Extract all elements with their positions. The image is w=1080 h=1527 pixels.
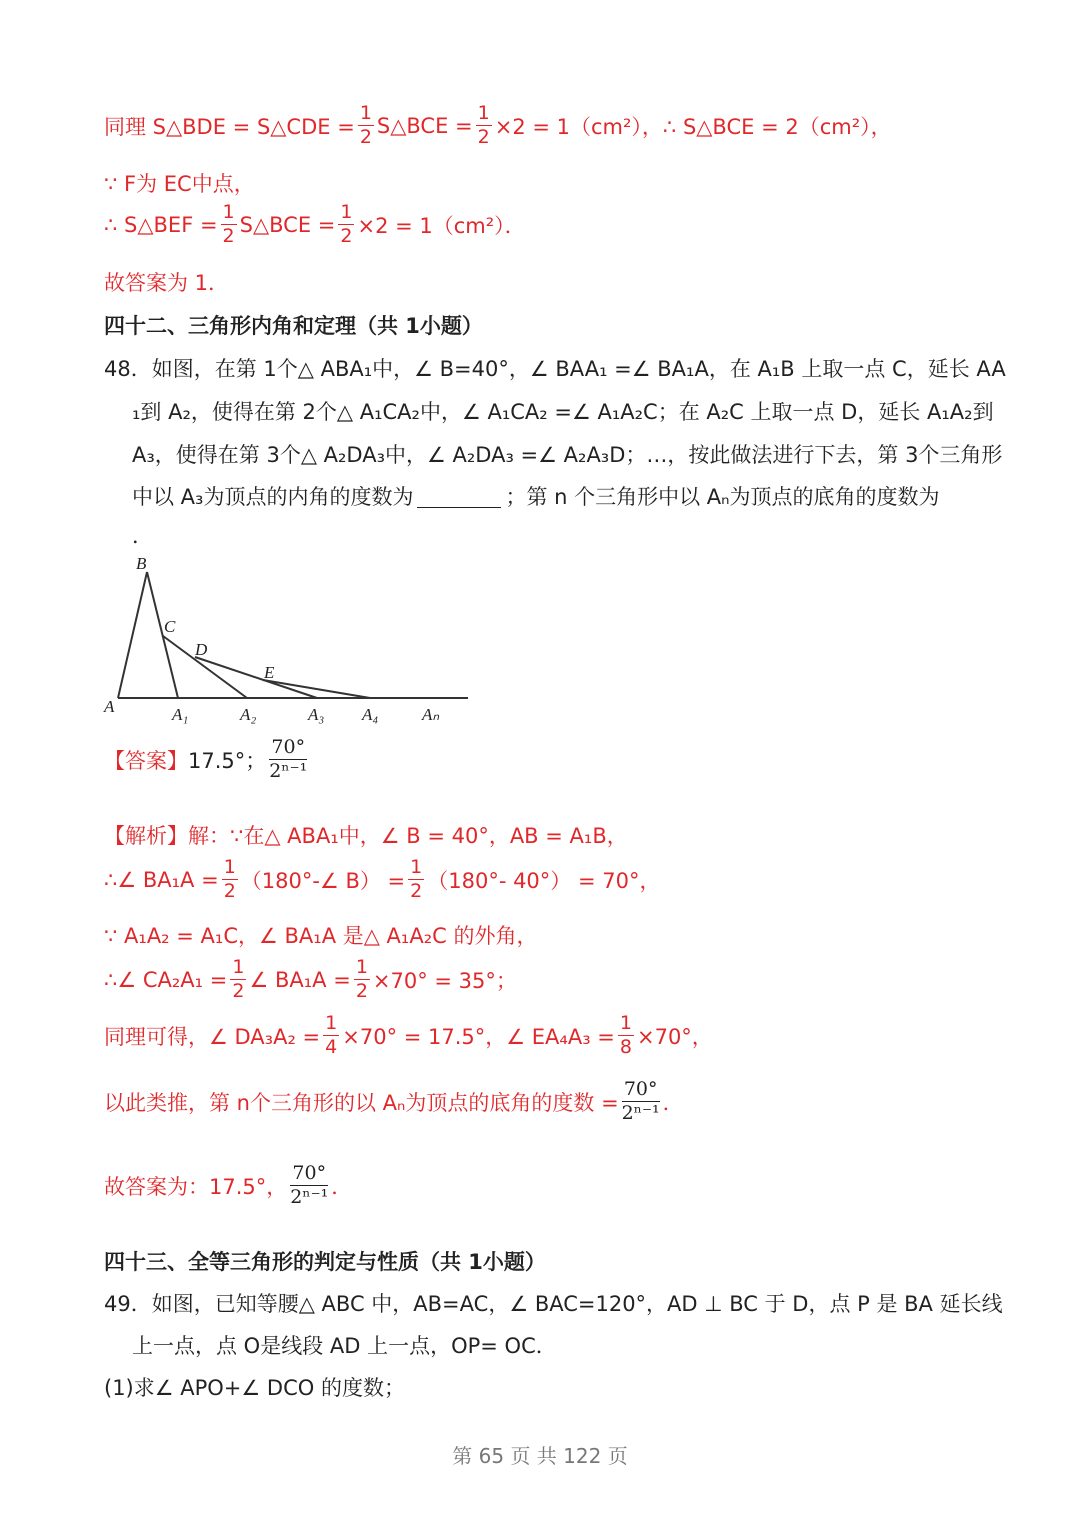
segment-DA3 bbox=[195, 657, 317, 698]
sol47-text: 同理 S△BDE = S△CDE = bbox=[104, 114, 355, 139]
section-42-title: 四十二、三角形内角和定理（共 1小题） bbox=[104, 314, 483, 338]
answer-blank bbox=[417, 485, 501, 508]
fraction-half: $\frac{1}{2}$ bbox=[359, 102, 372, 148]
analysis-text: （180°-∠ B） = bbox=[240, 868, 406, 893]
analysis-text: ∴∠ CA₂A₁ = bbox=[104, 967, 228, 992]
label-A: A bbox=[104, 697, 115, 716]
label-A1: A₁ bbox=[172, 705, 189, 724]
fraction-half: $\frac{1}{2}$ bbox=[340, 201, 353, 247]
page-footer: 第 65 页 共 122 页 bbox=[452, 1444, 628, 1468]
sol47-text: S△BCE = bbox=[239, 212, 336, 237]
sol47-text: ∴ S△BEF = bbox=[104, 212, 218, 237]
answer-label: 【答案】 bbox=[104, 748, 188, 773]
label-D: D bbox=[195, 640, 208, 659]
analysis-text: ∴∠ BA₁A = bbox=[104, 867, 219, 892]
sol47-text: S△BCE = bbox=[376, 113, 473, 138]
q48-text: 中以 A₃为顶点的内角的度数为 bbox=[132, 485, 414, 509]
analysis-line1 bbox=[104, 820, 628, 850]
fraction-quarter: $\frac{1}{4}$ bbox=[325, 1012, 338, 1058]
analysis-text: ×70° = 35°； bbox=[372, 968, 517, 993]
label-E: E bbox=[264, 663, 275, 682]
analysis-line7 bbox=[104, 1164, 352, 1207]
analysis-text: ×70° = 17.5°，∠ EA₄A₃ = bbox=[342, 1024, 615, 1049]
analysis-text: 故答案为：17.5°， bbox=[104, 1174, 288, 1199]
segment-AB bbox=[118, 572, 147, 698]
analysis-text: ． bbox=[331, 1174, 353, 1199]
label-An: Aₙ bbox=[422, 705, 440, 724]
q48-line2: ₁到 A₂，使得在第 2个△ A₁CA₂中，∠ A₁CA₂ =∠ A₁A₂C；在 A₂C 上取一点 D，延长 A₁A₂到 bbox=[132, 400, 994, 424]
analysis-text: ． bbox=[662, 1090, 684, 1115]
analysis-line6 bbox=[104, 1080, 684, 1123]
label-B: B bbox=[136, 554, 147, 573]
analysis-line3: ∵ A₁A₂ = A₁C，∠ BA₁A 是△ A₁A₂C 的外角， bbox=[104, 924, 538, 948]
sol47-line1 bbox=[104, 104, 892, 147]
fraction-70-over-2n: $\frac{70^\circ}{\text{2ⁿ⁻¹}}$ bbox=[290, 1162, 329, 1208]
q48-text: ；第 n 个三角形中以 Aₙ为顶点的底角的度数为 bbox=[505, 485, 940, 509]
q48-line4 bbox=[132, 481, 940, 511]
analysis-text: 同理可得，∠ DA₃A₂ = bbox=[104, 1024, 321, 1049]
fraction-70-over-2n: $\frac{70^\circ}{\text{2ⁿ⁻¹}}$ bbox=[269, 736, 308, 782]
analysis-text: ×70°， bbox=[636, 1024, 713, 1049]
q49-line2: 上一点，点 O是线段 AD 上一点，OP= OC． bbox=[132, 1334, 557, 1358]
analysis-text: ∠ BA₁A = bbox=[249, 967, 351, 992]
sol47-line2: ∵ F为 EC中点， bbox=[104, 172, 255, 196]
label-A2: A₂ bbox=[240, 705, 257, 724]
fraction-half: $\frac{1}{2}$ bbox=[477, 102, 490, 148]
fraction-70-over-2n: $\frac{70^\circ}{\text{2ⁿ⁻¹}}$ bbox=[621, 1078, 660, 1124]
q48-line1: 48．如图，在第 1个△ ABA₁中，∠ B=40°，∠ BAA₁ =∠ BA₁A，在 A₁B 上取一点 C，延长 AA bbox=[104, 357, 1006, 381]
label-A3: A₃ bbox=[308, 705, 325, 724]
fraction-half: $\frac{1}{2}$ bbox=[232, 956, 245, 1002]
triangle-figure bbox=[100, 550, 480, 730]
sol47-text: ×2 = 1（cm²）． bbox=[357, 213, 526, 238]
analysis-line4 bbox=[104, 958, 517, 1001]
analysis-text: 解：∵在△ ABA₁中，∠ B = 40°，AB = A₁B， bbox=[188, 824, 628, 848]
q48-answer bbox=[104, 738, 310, 781]
section-43-title: 四十三、全等三角形的判定与性质（共 1小题） bbox=[104, 1250, 546, 1274]
fraction-half: $\frac{1}{2}$ bbox=[355, 956, 368, 1002]
segment-EA4 bbox=[263, 680, 370, 698]
sol47-line4: 故答案为 1． bbox=[104, 271, 230, 295]
analysis-line2 bbox=[104, 858, 660, 901]
fraction-eighth: $\frac{1}{8}$ bbox=[619, 1012, 632, 1058]
label-A4: A₄ bbox=[362, 705, 379, 724]
q48-line5: ． bbox=[132, 524, 153, 548]
fraction-half: $\frac{1}{2}$ bbox=[223, 856, 236, 902]
q49-line1: 49．如图，已知等腰△ ABC 中，AB=AC，∠ BAC=120°，AD ⊥ BC 于 D，点 P 是 BA 延长线 bbox=[104, 1292, 1003, 1316]
analysis-text: 以此类推，第 n个三角形的以 Aₙ为顶点的底角的度数 = bbox=[104, 1090, 619, 1115]
q49-line3: (1)求∠ APO+∠ DCO 的度数； bbox=[104, 1376, 405, 1400]
fraction-half: $\frac{1}{2}$ bbox=[222, 201, 235, 247]
analysis-text: （180°- 40°） = 70°， bbox=[427, 868, 661, 893]
analysis-line5 bbox=[104, 1014, 713, 1057]
sol47-line3 bbox=[104, 203, 526, 246]
label-C: C bbox=[164, 617, 176, 636]
fraction-half: $\frac{1}{2}$ bbox=[410, 856, 423, 902]
analysis-label: 【解析】 bbox=[104, 824, 188, 848]
q48-line3: A₃，使得在第 3个△ A₂DA₃中，∠ A₂DA₃ =∠ A₂A₃D；…，按此做法进行下去，第 3个三角形 bbox=[132, 443, 1003, 467]
sol47-text: ×2 = 1（cm²），∴ S△BCE = 2（cm²）， bbox=[494, 114, 892, 139]
answer-text: 17.5°； bbox=[188, 748, 267, 773]
